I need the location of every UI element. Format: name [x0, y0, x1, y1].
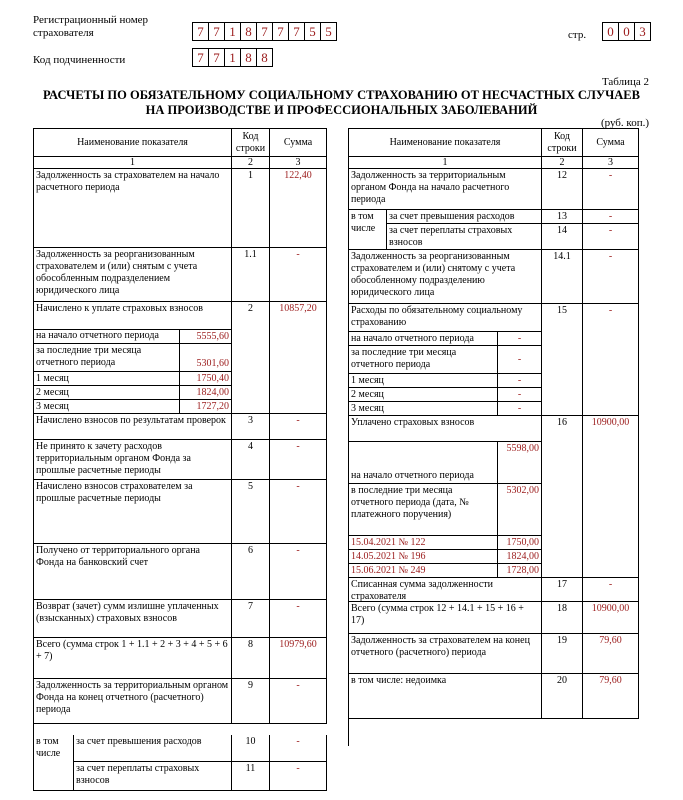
- sub-digit: 7: [192, 48, 209, 67]
- payment-order-amount: 1824,00: [498, 550, 542, 564]
- units-label: (руб. коп.): [600, 117, 649, 129]
- row-20-sum: 79,60: [583, 674, 639, 719]
- regnum-digit: 8: [240, 22, 257, 41]
- table-number: Таблица 2: [601, 76, 649, 88]
- left-col-num: 1: [34, 157, 232, 169]
- row-19-sum: 79,60: [583, 634, 639, 674]
- row-2-sub-value: 1727,20: [180, 400, 232, 414]
- row-16-last3-value: 5302,00: [498, 484, 542, 536]
- row-15-sub-label: за последние три месяца отчетного периода: [349, 346, 498, 374]
- row-2-sub-label: за последние три месяца отчетного периода: [34, 344, 180, 372]
- row-16-start-value: 5598,00: [498, 442, 542, 484]
- row-8-name: Всего (сумма строк 1 + 1.1 + 2 + 3 + 4 + 5 + 6 + 7): [34, 638, 232, 679]
- row-13-name: за счет превышения расходов: [387, 210, 542, 224]
- payment-order-row: 14.05.2021 № 196: [349, 550, 498, 564]
- regnum-digit: 7: [192, 22, 209, 41]
- row-11-sum: -: [270, 762, 327, 791]
- regnum-label: Регистрационный номер страхователя: [33, 14, 149, 39]
- row-12-code: 12: [542, 169, 583, 210]
- row-17-sum: -: [583, 578, 639, 602]
- payment-order-row: 15.04.2021 № 122: [349, 536, 498, 550]
- row-15-sum: -: [583, 304, 639, 416]
- row-2-sub-value: 1750,40: [180, 372, 232, 386]
- row-15-sub-value: -: [498, 374, 542, 388]
- row-4-code: 4: [232, 440, 270, 480]
- sub-digits: [193, 48, 273, 67]
- page-digit: 0: [602, 22, 619, 41]
- row-2-sub-label: 2 месяц: [34, 386, 180, 400]
- row-11-code: 11: [232, 762, 270, 791]
- sub-label: Код подчиненности: [33, 54, 126, 66]
- row-15-name: Расходы по обязательному социальному страхованию: [349, 304, 542, 332]
- page-title-line1: РАСЧЕТЫ ПО ОБЯЗАТЕЛЬНОМУ СОЦИАЛЬНОМУ СТРАХОВАНИЮ ОТ НЕСЧАСТНЫХ СЛУЧАЕВ: [43, 88, 640, 102]
- row-14-1-code: 14.1: [542, 250, 583, 304]
- page-digit: 0: [618, 22, 635, 41]
- left-incl-label: в том числе: [34, 735, 74, 791]
- row-2-sub-value: 5301,60: [180, 344, 232, 372]
- row-7-code: 7: [232, 600, 270, 638]
- row-15-sub-label: 3 месяц: [349, 402, 498, 416]
- row-19-name: Задолженность за страхователем на конец отчетного (расчетного) периода: [349, 634, 542, 674]
- row-2-sub-label: на начало отчетного периода: [34, 330, 180, 344]
- row-7-name: Возврат (зачет) сумм излишне уплаченных (взысканных) страховых взносов: [34, 600, 232, 638]
- row-12-name: Задолженность за территориальным органом Фонда на начало расчетного периода: [349, 169, 542, 210]
- row-18-name: Всего (сумма строк 12 + 14.1 + 15 + 16 + 17): [349, 602, 542, 634]
- page-digits: [603, 22, 651, 41]
- right-col-sum-header: Сумма: [583, 129, 639, 157]
- row-18-code: 18: [542, 602, 583, 634]
- row-13-code: 13: [542, 210, 583, 224]
- row-8-code: 8: [232, 638, 270, 679]
- row-4-sum: -: [270, 440, 327, 480]
- row-2-name: Начислено к уплате страховых взносов: [34, 302, 232, 330]
- row-16-code: 16: [542, 416, 583, 578]
- regnum-digits: [193, 22, 337, 41]
- row-16-last3-label: в последние три месяца отчетного периода (дата, № платежного поручения): [349, 484, 498, 536]
- page-label: стр.: [568, 29, 587, 41]
- right-col-num: 1: [349, 157, 542, 169]
- row-20-code: 20: [542, 674, 583, 719]
- row-10-name: за счет превышения расходов: [74, 735, 232, 762]
- regnum-digit: 5: [320, 22, 337, 41]
- row-15-sub-label: 2 месяц: [349, 388, 498, 402]
- row-16-start-label: на начало отчетного периода: [349, 442, 498, 484]
- row-2-sub-label: 1 месяц: [34, 372, 180, 386]
- row-3-code: 3: [232, 414, 270, 440]
- row-14-1-sum: -: [583, 250, 639, 304]
- row-6-name: Получено от территориального органа Фонда на банковский счет: [34, 544, 232, 600]
- row-15-sub-value: -: [498, 346, 542, 374]
- right-col-num: 3: [583, 157, 639, 169]
- sub-digit: 7: [208, 48, 225, 67]
- payment-order-row: 15.06.2021 № 249: [349, 564, 498, 578]
- row-9-sum: -: [270, 679, 327, 724]
- row-15-code: 15: [542, 304, 583, 416]
- row-16-sum: 10900,00: [583, 416, 639, 578]
- row-10-code: 10: [232, 735, 270, 762]
- regnum-digit: 5: [304, 22, 321, 41]
- left-col-code-header: Код строки: [232, 129, 270, 157]
- payment-order-amount: 1750,00: [498, 536, 542, 550]
- right-col-num: 2: [542, 157, 583, 169]
- row-14-1-name: Задолженность за реорганизованным страхователем и (или) снятому с учета обособленному подразделению юридического лица: [349, 250, 542, 304]
- row-2-sub-label: 3 месяц: [34, 400, 180, 414]
- sub-digit: 8: [240, 48, 257, 67]
- row-1-name: Задолженность за страхователем на начало расчетного периода: [34, 169, 232, 248]
- row-1-1-sum: -: [270, 248, 327, 302]
- row-1-1-name: Задолженность за реорганизованным страхователем и (или) снятым с учета обособленным подразделением юридического лица: [34, 248, 232, 302]
- row-5-name: Начислено взносов страхователем за прошлые расчетные периоды: [34, 480, 232, 544]
- row-6-code: 6: [232, 544, 270, 600]
- regnum-digit: 7: [256, 22, 273, 41]
- row-10-sum: -: [270, 735, 327, 762]
- row-16-name: Уплачено страховых взносов: [349, 416, 542, 442]
- row-2-sub-value: 1824,00: [180, 386, 232, 400]
- row-12-sum: -: [583, 169, 639, 210]
- row-19-code: 19: [542, 634, 583, 674]
- row-8-sum: 10979,60: [270, 638, 327, 679]
- row-18-sum: 10900,00: [583, 602, 639, 634]
- row-1-1-code: 1.1: [232, 248, 270, 302]
- left-col-num: 3: [270, 157, 327, 169]
- row-17-code: 17: [542, 578, 583, 602]
- row-1-sum: 122,40: [270, 169, 327, 248]
- row-13-sum: -: [583, 210, 639, 224]
- row-2-sum: 10857,20: [270, 302, 327, 414]
- row-5-code: 5: [232, 480, 270, 544]
- row-3-sum: -: [270, 414, 327, 440]
- row-4-name: Не принято к зачету расходов территориальным органом Фонда за прошлые расчетные периоды: [34, 440, 232, 480]
- page-digit: 3: [634, 22, 651, 41]
- row-9-name: Задолженность за территориальным органом Фонда на конец отчетного (расчетного) периода: [34, 679, 232, 724]
- row-15-sub-label: 1 месяц: [349, 374, 498, 388]
- row-11-name: за счет переплаты страховых взносов: [74, 762, 232, 791]
- row-15-sub-value: -: [498, 388, 542, 402]
- left-col-name-header: Наименование показателя: [34, 129, 232, 157]
- regnum-digit: 7: [272, 22, 289, 41]
- row-7-sum: -: [270, 600, 327, 638]
- right-table: [348, 128, 639, 746]
- row-5-sum: -: [270, 480, 327, 544]
- row-15-sub-value: -: [498, 402, 542, 416]
- row-1-code: 1: [232, 169, 270, 248]
- left-table-bottom: [33, 735, 327, 791]
- row-20-name: в том числе: недоимка: [349, 674, 542, 719]
- page-title-line2: НА ПРОИЗВОДСТВЕ И ПРОФЕССИОНАЛЬНЫХ ЗАБОЛЕВАНИЙ: [145, 103, 538, 117]
- row-2-sub-value: 5555,60: [180, 330, 232, 344]
- row-14-code: 14: [542, 224, 583, 250]
- row-15-sub-value: -: [498, 332, 542, 346]
- right-col-code-header: Код строки: [542, 129, 583, 157]
- payment-order-amount: 1728,00: [498, 564, 542, 578]
- sub-digit: 1: [224, 48, 241, 67]
- row-14-name: за счет переплаты страховых взносов: [387, 224, 542, 250]
- left-table: [33, 128, 327, 788]
- right-col-name-header: Наименование показателя: [349, 129, 542, 157]
- regnum-digit: 7: [288, 22, 305, 41]
- row-9-code: 9: [232, 679, 270, 724]
- row-6-sum: -: [270, 544, 327, 600]
- regnum-digit: 7: [208, 22, 225, 41]
- row-15-sub-label: на начало отчетного периода: [349, 332, 498, 346]
- row-2-code: 2: [232, 302, 270, 414]
- sub-digit: 8: [256, 48, 273, 67]
- left-col-sum-header: Сумма: [270, 129, 327, 157]
- row-17-name: Списанная сумма задолженности страхователя: [349, 578, 542, 602]
- left-col-num: 2: [232, 157, 270, 169]
- row-14-sum: -: [583, 224, 639, 250]
- regnum-digit: 1: [224, 22, 241, 41]
- row-3-name: Начислено взносов по результатам проверок: [34, 414, 232, 440]
- right-incl-label: в том числе: [349, 210, 387, 250]
